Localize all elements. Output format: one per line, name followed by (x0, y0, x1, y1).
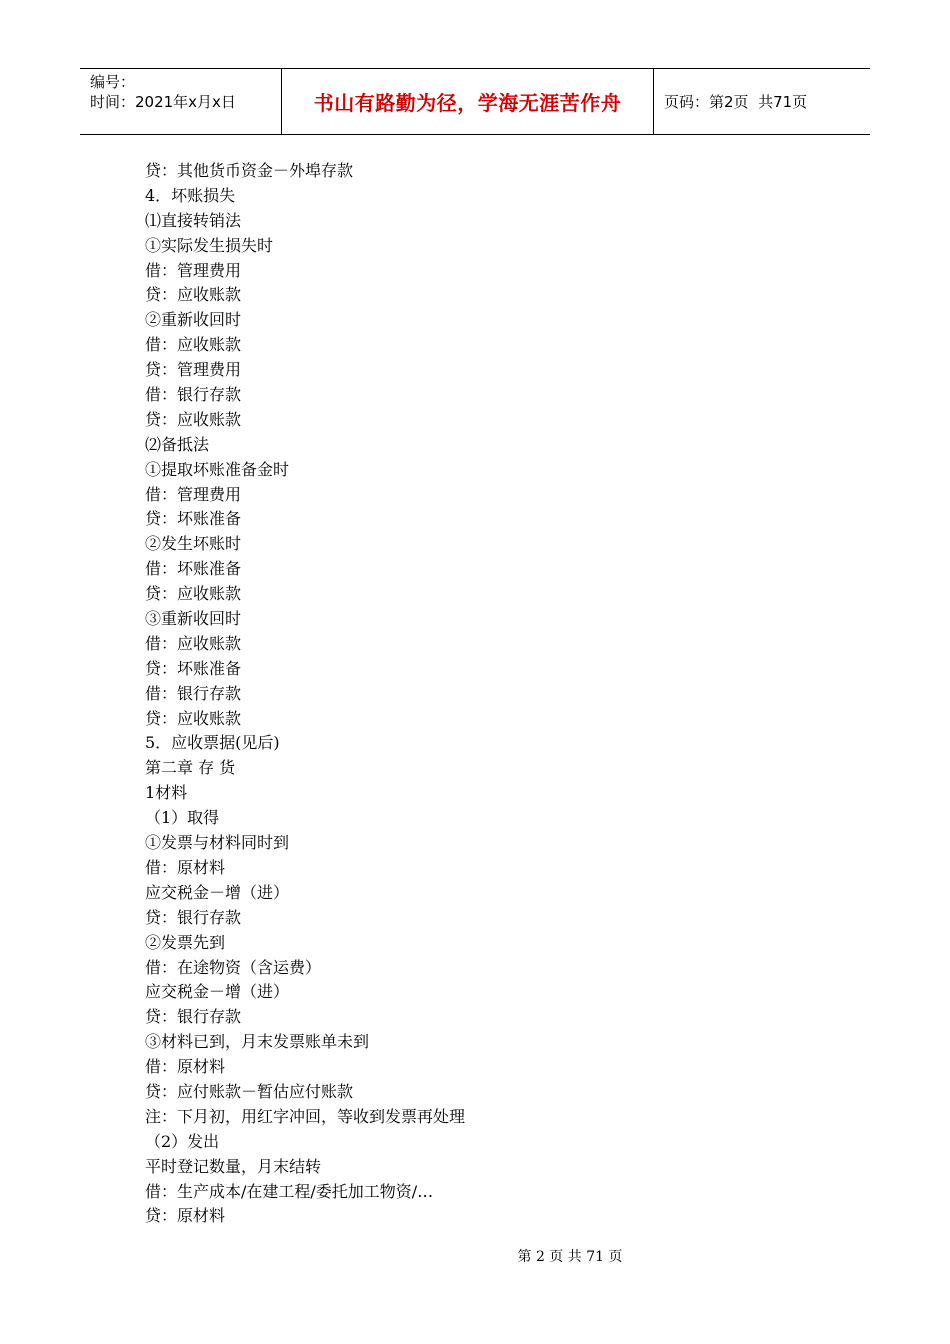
text-line: 4．坏账损失 (145, 185, 236, 205)
text-line: 借：应收账款 (145, 335, 242, 355)
text-line: 贷：管理费用 (145, 360, 242, 380)
header-meta (80, 69, 282, 134)
text-line: 应交税金－增（进） (145, 982, 290, 1002)
header-page-info (654, 69, 870, 134)
text-line: ②发生坏账时 (145, 534, 242, 554)
text-line: ③材料已到，月末发票账单未到 (145, 1032, 370, 1052)
document-body (145, 159, 845, 1229)
page-footer: 第 2 页 共 71 页 (517, 1249, 623, 1265)
text-line: 借：坏账准备 (145, 559, 242, 579)
text-line: 注：下月初，用红字冲回，等收到发票再处理 (145, 1106, 466, 1126)
text-line: ⑴直接转销法 (145, 210, 242, 230)
text-line: 第二章 存 货 (145, 758, 236, 778)
text-line: 借：管理费用 (145, 260, 242, 280)
text-line: 借：银行存款 (145, 385, 242, 405)
text-line: 贷：应付账款－暂估应付账款 (145, 1081, 354, 1101)
text-line: 借：生产成本/在建工程/委托加工物资/… (145, 1181, 434, 1201)
text-line: ②重新收回时 (145, 310, 242, 330)
text-line: 贷：应收账款 (145, 285, 242, 305)
header-motto: 书山有路勤为径，学海无涯苦作舟 (282, 69, 654, 134)
text-line: 贷：银行存款 (145, 1007, 242, 1027)
text-line: 借：银行存款 (145, 683, 242, 703)
text-line: ①实际发生损失时 (145, 235, 274, 255)
text-line: 贷：应收账款 (145, 409, 242, 429)
text-line: ②发票先到 (145, 932, 226, 952)
text-line: （1）取得 (145, 808, 220, 828)
text-line: 贷：坏账准备 (145, 658, 242, 678)
text-line: ①提取坏账准备金时 (145, 459, 290, 479)
text-line: 贷：应收账款 (145, 708, 242, 728)
text-line: 5．应收票据(见后) (145, 733, 280, 753)
header-page-text: 页码：第2页 共71页 (664, 93, 808, 111)
text-line: 贷：坏账准备 (145, 509, 242, 529)
text-line: 借：原材料 (145, 1057, 226, 1077)
text-line: ①发票与材料同时到 (145, 833, 290, 853)
text-line: ⑵备抵法 (145, 434, 210, 454)
text-line: 贷：原材料 (145, 1206, 226, 1226)
text-line: （2）发出 (145, 1131, 220, 1151)
text-line: ③重新收回时 (145, 609, 242, 629)
text-line: 借：在途物资（含运费） (145, 957, 322, 977)
text-line: 应交税金－增（进） (145, 882, 290, 902)
text-line: 平时登记数量，月末结转 (145, 1156, 322, 1176)
text-line: 借：管理费用 (145, 484, 242, 504)
document-number-label: 编号： (90, 73, 136, 91)
page-header (80, 68, 870, 135)
text-line: 贷：银行存款 (145, 907, 242, 927)
text-line: 借：应收账款 (145, 633, 242, 653)
text-line: 借：原材料 (145, 857, 226, 877)
text-line: 贷：应收账款 (145, 584, 242, 604)
text-line: 贷：其他货币资金－外埠存款 (145, 161, 354, 180)
text-line: 1材料 (145, 783, 188, 803)
document-time-label: 时间：2021年x月x日 (90, 93, 236, 111)
